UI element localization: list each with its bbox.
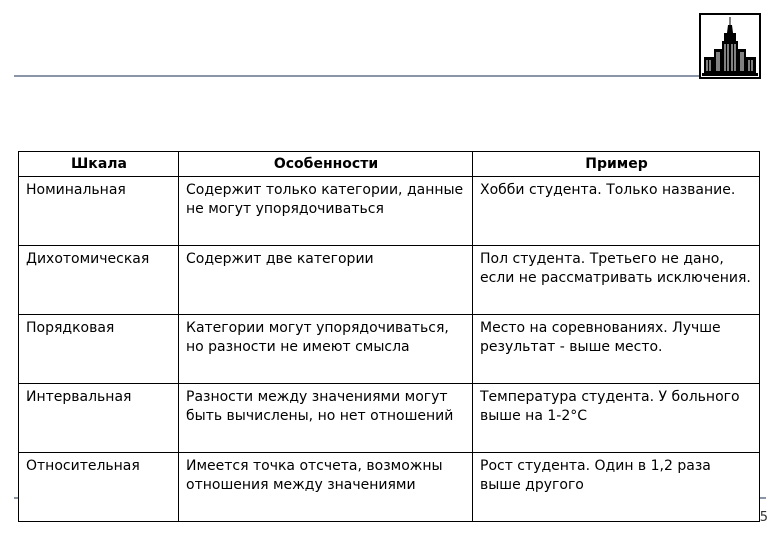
university-building-logo xyxy=(699,13,761,79)
example-cell: Хобби студента. Только название. xyxy=(473,177,760,246)
table-row xyxy=(19,246,760,315)
features-cell: Категории могут упорядочиваться, но разности не имеют смысла xyxy=(179,315,473,384)
features-cell: Содержит только категории, данные не могут упорядочиваться xyxy=(179,177,473,246)
example-cell: Рост студента. Один в 1,2 раза выше другого xyxy=(473,453,760,522)
table-row xyxy=(19,384,760,453)
header-features: Особенности xyxy=(179,152,473,177)
scale-cell: Дихотомическая xyxy=(19,246,179,315)
features-cell: Имеется точка отсчета, возможны отношения между значениями xyxy=(179,453,473,522)
header-scale: Шкала xyxy=(19,152,179,177)
features-cell: Содержит две категории xyxy=(179,246,473,315)
scale-cell: Интервальная xyxy=(19,384,179,453)
measurement-scales-table xyxy=(18,151,760,522)
features-cell: Разности между значениями могут быть вычислены, но нет отношений xyxy=(179,384,473,453)
scale-cell: Относительная xyxy=(19,453,179,522)
table-row xyxy=(19,315,760,384)
table-row xyxy=(19,177,760,246)
scale-cell: Порядковая xyxy=(19,315,179,384)
table-row xyxy=(19,453,760,522)
example-cell: Пол студента. Третьего не дано, если не рассматривать исключения. xyxy=(473,246,760,315)
header-rule xyxy=(14,75,700,77)
page-number: 5 xyxy=(759,510,768,525)
scale-cell: Номинальная xyxy=(19,177,179,246)
example-cell: Температура студента. У больного выше на 1-2°С xyxy=(473,384,760,453)
table-header-row xyxy=(19,152,760,177)
example-cell: Место на соревнованиях. Лучше результат - выше место. xyxy=(473,315,760,384)
header-example: Пример xyxy=(473,152,760,177)
